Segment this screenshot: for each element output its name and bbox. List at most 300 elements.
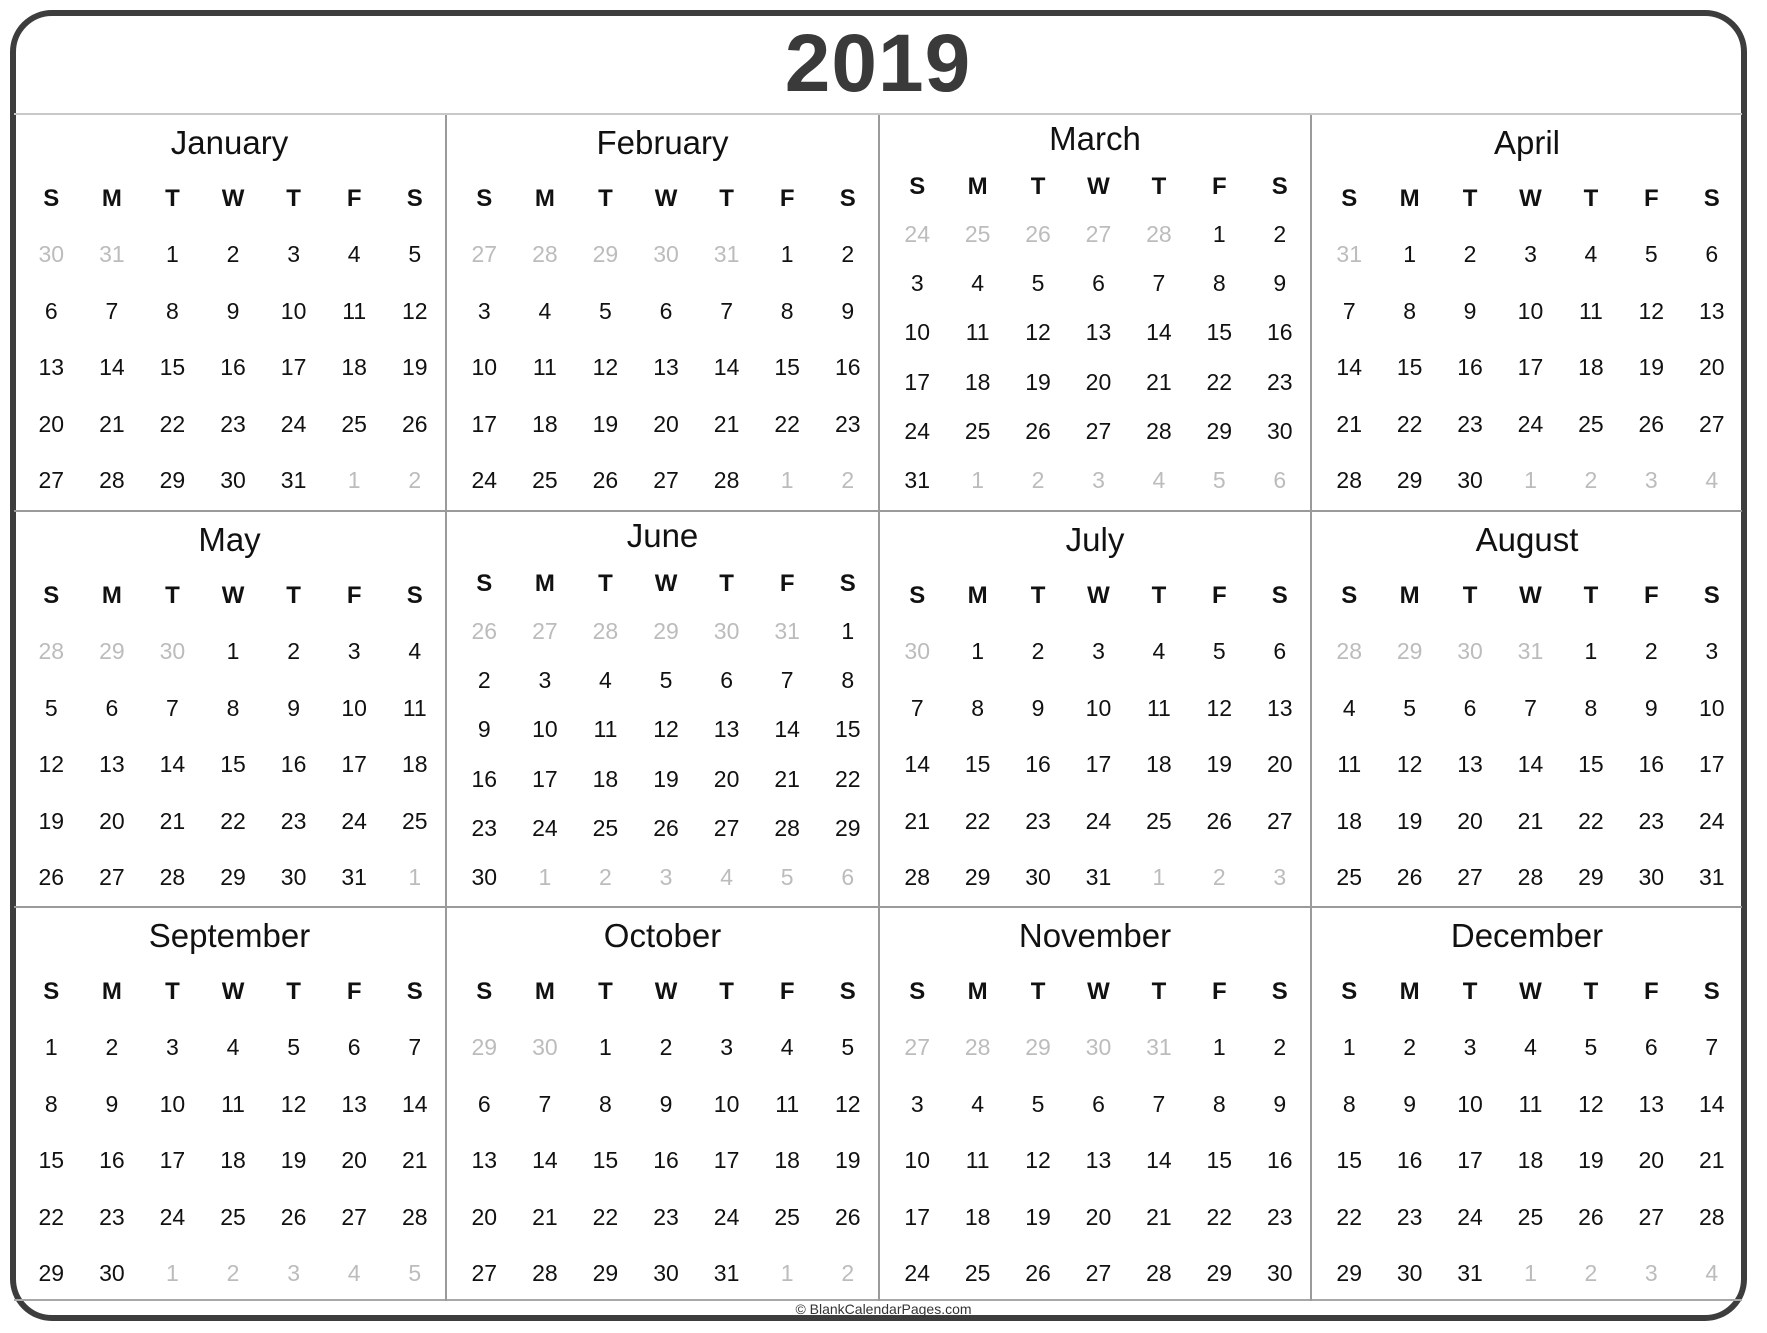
day-cell: 5 <box>1031 1090 1045 1117</box>
month-june <box>445 510 878 906</box>
adjacent-month-day: 6 <box>1273 467 1287 493</box>
day-cell: 16 <box>220 354 246 380</box>
week-row <box>447 1034 878 1061</box>
day-cell: 10 <box>341 694 367 721</box>
day-cell: 27 <box>1266 807 1293 834</box>
day-cell: 5 <box>841 1034 855 1060</box>
day-cell: 9 <box>1031 694 1045 721</box>
week-row <box>447 1091 878 1118</box>
adjacent-month-day: 30 <box>653 241 679 267</box>
day-cell: 23 <box>220 410 246 437</box>
day-cell: 8 <box>599 1090 612 1117</box>
weekday-label: W <box>654 185 678 212</box>
weekday-label: T <box>1151 582 1167 609</box>
day-cell: 29 <box>592 1260 619 1286</box>
weekday-label: M <box>1399 582 1420 609</box>
weekday-label: T <box>1583 185 1599 212</box>
day-cell: 22 <box>38 1203 65 1230</box>
day-cell: 9 <box>659 1090 673 1117</box>
day-cell: 6 <box>1092 270 1105 297</box>
day-cell: 24 <box>532 814 558 841</box>
day-cell: 15 <box>964 751 991 777</box>
day-cell: 12 <box>1638 297 1665 324</box>
day-cell: 19 <box>1638 354 1665 380</box>
adjacent-month-day: 31 <box>1146 1034 1172 1060</box>
day-cell: 1 <box>1584 638 1598 664</box>
month-march <box>878 115 1310 510</box>
month-name: September <box>148 917 311 954</box>
day-cell: 26 <box>653 814 679 841</box>
month-january <box>14 115 445 510</box>
day-cell: 14 <box>401 1090 428 1117</box>
weekday-header <box>880 173 1310 201</box>
day-cell: 28 <box>1336 467 1362 493</box>
weekday-label: T <box>598 570 613 597</box>
day-cell: 17 <box>471 410 498 437</box>
day-cell: 4 <box>347 241 361 267</box>
month-name: March <box>1049 120 1141 157</box>
day-cell: 7 <box>780 667 794 694</box>
adjacent-month-day: 27 <box>532 618 558 644</box>
day-cell: 12 <box>280 1090 307 1117</box>
weekday-label: S <box>476 978 493 1005</box>
day-cell: 3 <box>910 270 924 297</box>
day-cell: 24 <box>1085 807 1112 834</box>
week-row <box>447 667 878 694</box>
day-cell: 5 <box>287 1034 300 1060</box>
weekday-label: T <box>1151 173 1167 200</box>
day-cell: 12 <box>401 297 428 324</box>
day-cell: 12 <box>1025 1147 1051 1173</box>
day-cell: 3 <box>538 667 552 694</box>
week-row <box>880 751 1310 778</box>
day-cell: 9 <box>1644 694 1658 721</box>
adjacent-month-day: 31 <box>99 241 125 267</box>
week-row <box>880 808 1310 835</box>
day-cell: 9 <box>226 297 240 324</box>
day-cell: 16 <box>653 1147 679 1173</box>
weekday-label: F <box>1643 978 1659 1005</box>
day-cell: 17 <box>713 1147 740 1173</box>
week-row <box>14 638 445 665</box>
day-cell: 10 <box>904 1147 930 1173</box>
weekday-label: T <box>165 978 180 1005</box>
weekday-label: W <box>1519 582 1542 609</box>
day-cell: 27 <box>99 864 125 890</box>
day-cell: 1 <box>1342 1034 1356 1060</box>
week-row <box>1312 298 1742 325</box>
day-cell: 18 <box>592 765 619 792</box>
adjacent-month-day: 2 <box>1584 467 1598 493</box>
day-cell: 23 <box>1638 807 1665 834</box>
day-cell: 7 <box>538 1090 552 1117</box>
weekday-label: S <box>909 582 926 609</box>
week-row <box>14 467 445 494</box>
adjacent-month-day: 1 <box>780 467 794 493</box>
day-cell: 31 <box>1085 864 1112 890</box>
day-cell: 22 <box>1206 1203 1233 1230</box>
weekday-label: S <box>839 570 856 597</box>
day-cell: 22 <box>834 765 861 792</box>
day-cell: 25 <box>964 1260 991 1286</box>
weekday-label: F <box>1211 173 1227 200</box>
day-cell: 11 <box>1578 297 1603 324</box>
day-cell: 7 <box>408 1034 422 1060</box>
week-row <box>1312 467 1742 494</box>
day-cell: 10 <box>471 354 498 380</box>
weekday-header <box>447 185 878 213</box>
weekday-label: F <box>346 582 362 609</box>
week-row <box>1312 638 1742 665</box>
day-cell: 10 <box>1517 297 1544 324</box>
day-cell: 25 <box>1336 864 1362 890</box>
day-cell: 2 <box>1031 638 1045 664</box>
week-row <box>1312 1147 1742 1174</box>
day-cell: 28 <box>532 1260 558 1286</box>
adjacent-month-day: 2 <box>1584 1260 1598 1286</box>
day-cell: 10 <box>280 297 307 324</box>
day-cell: 12 <box>592 354 619 380</box>
day-cell: 23 <box>653 1203 679 1230</box>
weekday-label: W <box>221 185 245 212</box>
day-cell: 22 <box>774 410 800 437</box>
week-row <box>14 354 445 381</box>
day-cell: 28 <box>904 864 930 890</box>
day-cell: 7 <box>1342 297 1356 324</box>
day-cell: 2 <box>477 667 491 694</box>
day-cell: 14 <box>159 751 186 777</box>
day-cell: 20 <box>1266 751 1293 777</box>
day-cell: 2 <box>1463 241 1477 267</box>
day-cell: 16 <box>1396 1147 1423 1173</box>
day-cell: 15 <box>774 354 800 380</box>
day-cell: 14 <box>904 751 930 777</box>
day-cell: 22 <box>1206 368 1233 395</box>
week-row <box>880 418 1310 445</box>
day-cell: 5 <box>408 241 422 267</box>
day-cell: 27 <box>1457 864 1483 890</box>
day-cell: 12 <box>1396 751 1423 777</box>
day-cell: 18 <box>1578 354 1604 380</box>
day-cell: 9 <box>477 716 491 743</box>
day-cell: 19 <box>1025 368 1051 395</box>
day-cell: 3 <box>720 1034 733 1060</box>
day-cell: 26 <box>1578 1203 1604 1230</box>
day-cell: 18 <box>1517 1147 1544 1173</box>
day-cell: 23 <box>1266 1203 1293 1230</box>
day-cell: 28 <box>1698 1203 1725 1230</box>
adjacent-month-day: 1 <box>1524 467 1537 493</box>
day-cell: 29 <box>1206 417 1233 444</box>
day-cell: 7 <box>105 297 119 324</box>
week-row <box>447 716 878 743</box>
adjacent-month-day: 1 <box>1152 864 1166 890</box>
day-cell: 20 <box>653 410 679 437</box>
day-cell: 20 <box>1638 1147 1665 1173</box>
day-cell: 18 <box>964 1203 991 1230</box>
day-cell: 31 <box>341 864 367 890</box>
month-august <box>1310 510 1742 906</box>
day-cell: 18 <box>341 354 367 380</box>
day-cell: 26 <box>401 410 428 437</box>
day-cell: 2 <box>287 638 300 664</box>
day-cell: 3 <box>910 1090 924 1117</box>
week-row <box>14 411 445 438</box>
copyright-footer: © BlankCalendarPages.com <box>795 1301 972 1317</box>
day-cell: 5 <box>1403 694 1417 721</box>
week-row <box>14 1260 445 1287</box>
day-cell: 21 <box>401 1147 428 1173</box>
day-cell: 24 <box>1517 410 1544 437</box>
weekday-label: T <box>1151 978 1167 1005</box>
day-cell: 29 <box>964 864 991 890</box>
day-cell: 8 <box>1212 270 1226 297</box>
day-cell: 11 <box>775 1090 800 1117</box>
day-cell: 4 <box>1342 694 1356 721</box>
adjacent-month-day: 1 <box>166 1260 179 1286</box>
month-name: April <box>1493 124 1561 161</box>
weekday-label: F <box>1211 978 1227 1005</box>
adjacent-month-day: 2 <box>226 1260 240 1286</box>
day-cell: 11 <box>1337 751 1362 777</box>
adjacent-month-day: 28 <box>1336 638 1362 664</box>
day-cell: 10 <box>713 1090 740 1117</box>
day-cell: 3 <box>1463 1034 1477 1060</box>
day-cell: 13 <box>1085 319 1112 346</box>
day-cell: 28 <box>1146 417 1172 444</box>
adjacent-month-day: 3 <box>287 1260 300 1286</box>
day-cell: 13 <box>1457 751 1483 777</box>
day-cell: 14 <box>713 354 740 380</box>
day-cell: 17 <box>1698 751 1725 777</box>
weekday-label: T <box>1462 978 1478 1005</box>
day-cell: 15 <box>1396 354 1423 380</box>
day-cell: 6 <box>105 694 119 721</box>
adjacent-month-day: 28 <box>964 1034 991 1060</box>
day-cell: 25 <box>964 417 991 444</box>
day-cell: 1 <box>599 1034 612 1060</box>
day-cell: 13 <box>38 354 65 380</box>
weekday-header <box>447 570 878 598</box>
day-cell: 4 <box>226 1034 240 1060</box>
adjacent-month-day: 3 <box>1092 467 1105 493</box>
weekday-label: S <box>1341 185 1358 212</box>
day-cell: 3 <box>1092 638 1105 664</box>
week-row <box>447 864 878 891</box>
day-cell: 23 <box>471 814 498 841</box>
day-cell: 29 <box>159 467 186 493</box>
adjacent-month-day: 31 <box>774 618 800 644</box>
day-cell: 28 <box>159 864 186 890</box>
day-cell: 15 <box>159 354 186 380</box>
month-october <box>445 906 878 1301</box>
day-cell: 4 <box>538 297 552 324</box>
week-row <box>447 298 878 325</box>
day-cell: 7 <box>166 694 179 721</box>
adjacent-month-day: 30 <box>159 638 186 664</box>
day-cell: 25 <box>1517 1203 1544 1230</box>
week-row <box>447 241 878 268</box>
day-cell: 18 <box>1146 751 1172 777</box>
day-cell: 20 <box>38 410 65 437</box>
day-cell: 31 <box>904 467 930 493</box>
day-cell: 29 <box>1206 1260 1233 1286</box>
day-cell: 26 <box>38 864 65 890</box>
weekday-label: T <box>1583 582 1599 609</box>
adjacent-month-day: 29 <box>653 618 679 644</box>
day-cell: 27 <box>1085 1260 1112 1286</box>
weekday-header <box>880 582 1310 610</box>
day-cell: 17 <box>904 1203 930 1230</box>
day-cell: 1 <box>1212 221 1226 247</box>
day-cell: 25 <box>532 467 558 493</box>
month-name: October <box>603 917 722 954</box>
day-cell: 20 <box>1085 368 1112 395</box>
day-cell: 24 <box>280 410 307 437</box>
day-cell: 24 <box>471 467 498 493</box>
day-cell: 16 <box>834 354 861 380</box>
weekday-label: W <box>654 978 678 1005</box>
weekday-label: T <box>286 185 301 212</box>
adjacent-month-day: 2 <box>841 467 855 493</box>
day-cell: 8 <box>1212 1090 1226 1117</box>
day-cell: 6 <box>1463 694 1477 721</box>
day-cell: 28 <box>401 1203 428 1230</box>
day-cell: 17 <box>1517 354 1544 380</box>
weekday-label: F <box>346 185 362 212</box>
weekday-header <box>14 978 445 1006</box>
day-cell: 18 <box>774 1147 800 1173</box>
adjacent-month-day: 30 <box>713 618 740 644</box>
adjacent-month-day: 30 <box>532 1034 558 1060</box>
adjacent-month-day: 31 <box>713 241 740 267</box>
weekday-label: S <box>1703 978 1720 1005</box>
adjacent-month-day: 4 <box>1705 467 1719 493</box>
day-cell: 12 <box>1206 694 1233 721</box>
day-cell: 23 <box>834 410 861 437</box>
week-row <box>14 241 445 268</box>
day-cell: 27 <box>1698 410 1725 437</box>
day-cell: 2 <box>841 241 855 267</box>
day-cell: 30 <box>1396 1260 1423 1286</box>
weekday-label: W <box>654 570 678 597</box>
adjacent-month-day: 3 <box>1273 864 1287 890</box>
day-cell: 22 <box>159 410 186 437</box>
weekday-label: S <box>476 570 493 597</box>
day-cell: 30 <box>1025 864 1051 890</box>
day-cell: 19 <box>1206 751 1233 777</box>
day-cell: 17 <box>1085 751 1112 777</box>
weekday-label: S <box>1703 185 1720 212</box>
day-cell: 27 <box>653 467 679 493</box>
day-cell: 1 <box>44 1034 58 1060</box>
day-cell: 19 <box>592 410 619 437</box>
week-row <box>880 1147 1310 1174</box>
weekday-label: T <box>598 978 613 1005</box>
day-cell: 25 <box>220 1203 246 1230</box>
adjacent-month-day: 1 <box>538 864 552 890</box>
day-cell: 18 <box>964 368 991 395</box>
day-cell: 8 <box>166 297 179 324</box>
day-cell: 3 <box>1524 241 1537 267</box>
day-cell: 31 <box>1698 864 1725 890</box>
day-cell: 21 <box>713 410 740 437</box>
day-cell: 1 <box>226 638 240 664</box>
weekday-label: M <box>967 582 988 609</box>
weekday-label: S <box>1341 978 1358 1005</box>
adjacent-month-day: 29 <box>592 241 619 267</box>
day-cell: 1 <box>971 638 985 664</box>
day-cell: 2 <box>1273 1034 1287 1060</box>
weekday-header <box>14 185 445 213</box>
day-cell: 15 <box>1336 1147 1362 1173</box>
day-cell: 14 <box>1146 319 1172 346</box>
day-cell: 24 <box>1698 807 1725 834</box>
month-name: February <box>596 124 729 161</box>
day-cell: 17 <box>280 354 307 380</box>
weekday-label: T <box>286 582 301 609</box>
week-row <box>1312 695 1742 722</box>
weekday-label: F <box>779 978 795 1005</box>
day-cell: 25 <box>592 814 619 841</box>
day-cell: 1 <box>780 241 794 267</box>
adjacent-month-day: 29 <box>471 1034 498 1060</box>
day-cell: 6 <box>347 1034 361 1060</box>
weekday-label: S <box>839 978 856 1005</box>
weekday-header <box>1312 185 1742 213</box>
weekday-label: F <box>1643 582 1659 609</box>
day-cell: 20 <box>1085 1203 1112 1230</box>
day-cell: 27 <box>713 814 740 841</box>
day-cell: 23 <box>280 807 307 834</box>
day-cell: 19 <box>38 807 65 834</box>
day-cell: 28 <box>1146 1260 1172 1286</box>
adjacent-month-day: 29 <box>99 638 125 664</box>
month-name: July <box>1065 521 1125 558</box>
adjacent-month-day: 24 <box>904 221 930 247</box>
month-name: May <box>198 521 261 558</box>
week-row <box>1312 1204 1742 1231</box>
day-cell: 30 <box>471 864 498 890</box>
weekday-label: M <box>101 582 122 609</box>
weekday-label: T <box>165 582 180 609</box>
day-cell: 13 <box>99 751 125 777</box>
day-cell: 4 <box>1524 1034 1537 1060</box>
month-september <box>14 906 445 1301</box>
weekday-header <box>447 978 878 1006</box>
day-cell: 3 <box>347 638 361 664</box>
day-cell: 29 <box>1396 467 1423 493</box>
day-cell: 18 <box>220 1147 246 1173</box>
day-cell: 20 <box>1698 354 1725 380</box>
weekday-label: M <box>101 185 122 212</box>
day-cell: 2 <box>226 241 240 267</box>
day-cell: 21 <box>774 765 800 792</box>
weekday-label: M <box>1399 185 1420 212</box>
day-cell: 19 <box>834 1147 861 1173</box>
week-row <box>880 369 1310 396</box>
day-cell: 9 <box>105 1090 119 1117</box>
day-cell: 16 <box>1638 751 1665 777</box>
month-name: January <box>170 124 289 161</box>
day-cell: 7 <box>910 694 924 721</box>
day-cell: 4 <box>1152 638 1166 664</box>
day-cell: 2 <box>659 1034 673 1060</box>
day-cell: 12 <box>1578 1090 1604 1117</box>
day-cell: 14 <box>1517 751 1544 777</box>
day-cell: 9 <box>1273 270 1287 297</box>
day-cell: 15 <box>220 751 246 777</box>
